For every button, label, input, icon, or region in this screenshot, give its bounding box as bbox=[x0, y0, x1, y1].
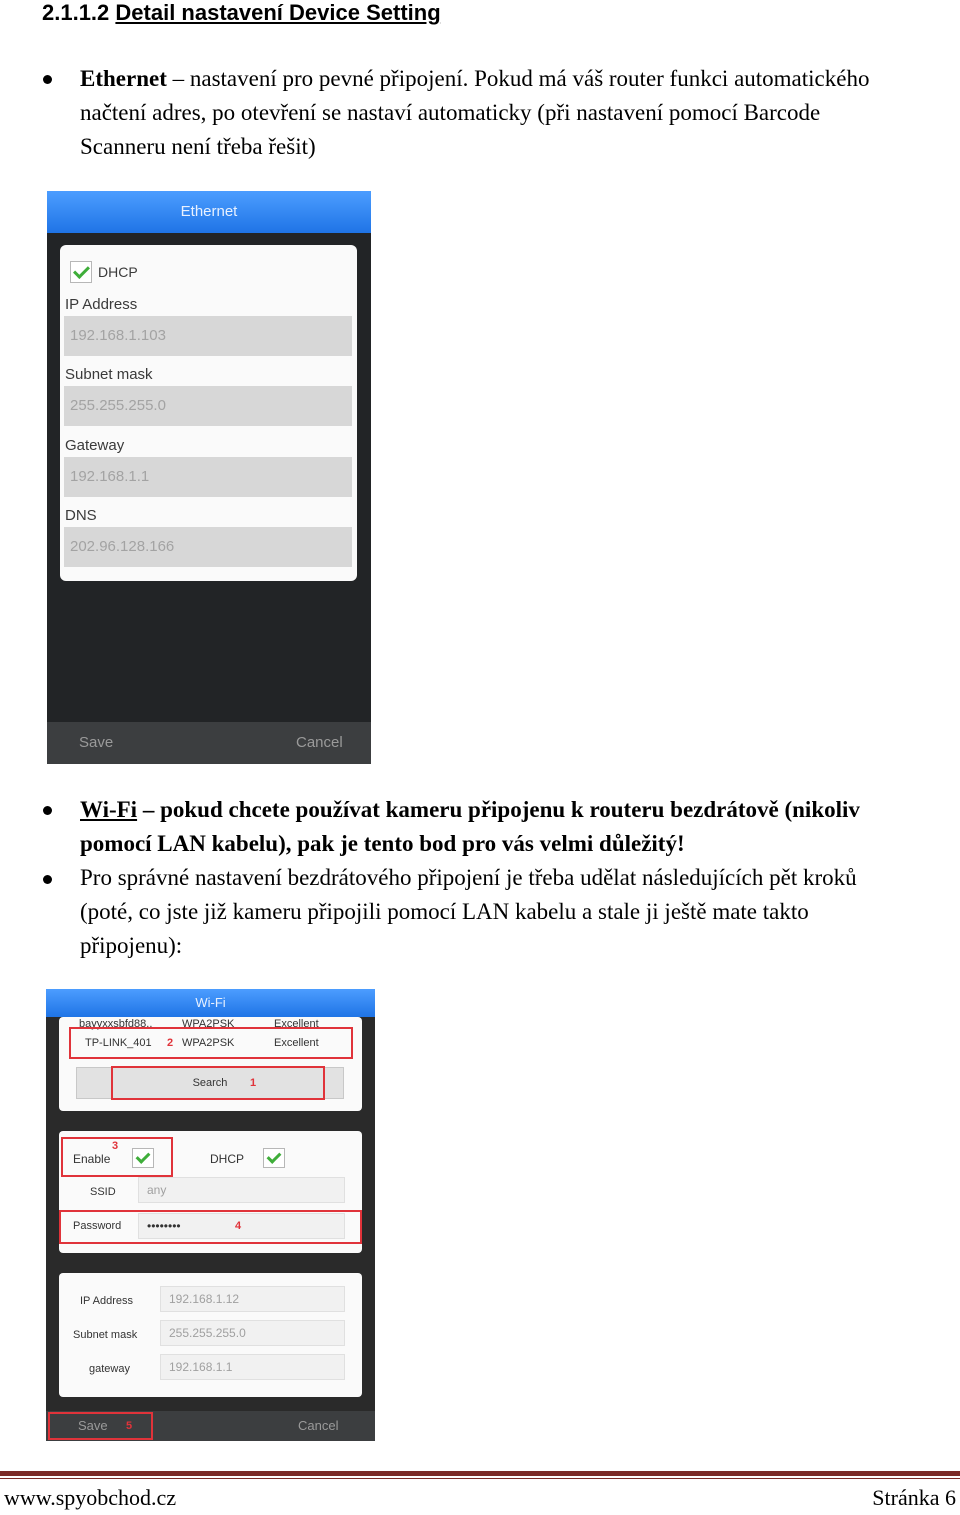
network-ssid[interactable]: TP-LINK_401 bbox=[85, 1037, 152, 1049]
search-button-label: Search bbox=[192, 1077, 228, 1089]
paragraph-line: – nastavení pro pevné připojení. Pokud má váš router funkci automatického bbox=[166, 66, 870, 91]
ethernet-screen-title: Ethernet bbox=[47, 191, 371, 233]
dhcp-label: DHCP bbox=[98, 264, 138, 280]
wifi-footer-bar bbox=[46, 1411, 375, 1441]
paragraph-line: načtení adres, po otevření se nastaví automaticky (při nastavení pomocí Barcode bbox=[80, 100, 821, 125]
wifi-paragraph bbox=[80, 793, 948, 861]
ethernet-footer-bar bbox=[47, 722, 371, 764]
step-number: 1 bbox=[250, 1077, 257, 1089]
wifi-term: Wi-Fi bbox=[80, 797, 138, 822]
footer-rule bbox=[0, 1471, 960, 1476]
password-label: Password bbox=[73, 1220, 122, 1232]
paragraph-line: Scanneru není třeba řešit) bbox=[80, 134, 316, 159]
step-number: 2 bbox=[167, 1037, 174, 1049]
ethernet-paragraph bbox=[80, 62, 948, 164]
paragraph-line: pomocí LAN kabelu), pak je tento bod pro vás velmi důležitý! bbox=[80, 831, 685, 856]
step-highlight-1 bbox=[111, 1066, 325, 1100]
ssid-label: SSID bbox=[90, 1186, 116, 1198]
save-button[interactable]: Save bbox=[78, 1418, 108, 1433]
wifi-screen-title: Wi-Fi bbox=[46, 989, 375, 1017]
bullet-dot bbox=[43, 75, 52, 84]
paragraph-line: Pro správné nastavení bezdrátového připojení je třeba udělat následujících pět kroků bbox=[80, 865, 857, 890]
ip-address-label: IP Address bbox=[80, 1295, 133, 1307]
dhcp-label: DHCP bbox=[210, 1152, 245, 1166]
save-button[interactable]: Save bbox=[79, 734, 114, 751]
footer-rule-thin bbox=[0, 1478, 960, 1479]
wifi-ip-card bbox=[59, 1273, 362, 1397]
wifi-screenshot bbox=[46, 989, 375, 1441]
section-number: 2.1.1.2 bbox=[42, 0, 110, 25]
gateway-label: gateway bbox=[89, 1363, 130, 1375]
footer-website: www.spyobchod.cz bbox=[4, 1485, 177, 1510]
network-signal: Excellent bbox=[274, 1018, 319, 1030]
ip-address-field[interactable]: 192.168.1.12 bbox=[160, 1286, 345, 1312]
ethernet-term: Ethernet bbox=[80, 66, 167, 91]
enable-label: Enable bbox=[73, 1152, 111, 1166]
dhcp-checkbox[interactable] bbox=[70, 261, 92, 283]
wifi-credentials-card bbox=[59, 1131, 362, 1253]
enable-checkbox[interactable] bbox=[132, 1148, 154, 1168]
network-ssid[interactable]: bayyxxsbfd88.. bbox=[79, 1018, 153, 1030]
subnet-mask-field[interactable]: 255.255.255.0 bbox=[64, 386, 352, 426]
cancel-button[interactable]: Cancel bbox=[296, 734, 343, 751]
gateway-label: Gateway bbox=[65, 437, 125, 454]
subnet-mask-field[interactable]: 255.255.255.0 bbox=[160, 1320, 345, 1346]
ethernet-settings-card bbox=[60, 245, 357, 581]
paragraph-line: připojenu): bbox=[80, 933, 183, 958]
paragraph-line: (poté, co jste již kameru připojili pomocí LAN kabelu a stale ji ještě mate takto bbox=[80, 899, 809, 924]
gateway-field[interactable]: 192.168.1.1 bbox=[160, 1354, 345, 1380]
wifi-steps-paragraph bbox=[80, 861, 948, 963]
footer-page-number: Stránka 6 bbox=[872, 1485, 956, 1510]
ethernet-screenshot bbox=[47, 191, 371, 764]
section-heading bbox=[42, 0, 441, 26]
step-number: 5 bbox=[126, 1420, 133, 1432]
network-security: WPA2PSK bbox=[182, 1018, 235, 1030]
cancel-button[interactable]: Cancel bbox=[298, 1418, 339, 1433]
bullet-dot bbox=[43, 806, 52, 815]
ssid-field[interactable]: any bbox=[138, 1177, 345, 1203]
ip-address-label: IP Address bbox=[65, 296, 138, 313]
section-title: Detail nastavení Device Setting bbox=[115, 0, 441, 25]
network-security: WPA2PSK bbox=[182, 1037, 235, 1049]
gateway-field[interactable]: 192.168.1.1 bbox=[64, 457, 352, 497]
dns-field[interactable]: 202.96.128.166 bbox=[64, 527, 352, 567]
step-number: 4 bbox=[235, 1220, 242, 1232]
dns-label: DNS bbox=[65, 507, 97, 524]
subnet-mask-label: Subnet mask bbox=[73, 1329, 138, 1341]
bullet-dot bbox=[43, 875, 52, 884]
password-field[interactable]: •••••••• bbox=[138, 1213, 345, 1239]
dhcp-checkbox[interactable] bbox=[263, 1148, 285, 1168]
network-signal: Excellent bbox=[274, 1037, 319, 1049]
network-list-card bbox=[59, 1017, 362, 1111]
paragraph-line: – pokud chcete používat kameru připojenu k routeru bezdrátově (nikoliv bbox=[137, 797, 860, 822]
subnet-mask-label: Subnet mask bbox=[65, 366, 153, 383]
ip-address-field[interactable]: 192.168.1.103 bbox=[64, 316, 352, 356]
step-number: 3 bbox=[112, 1140, 119, 1152]
